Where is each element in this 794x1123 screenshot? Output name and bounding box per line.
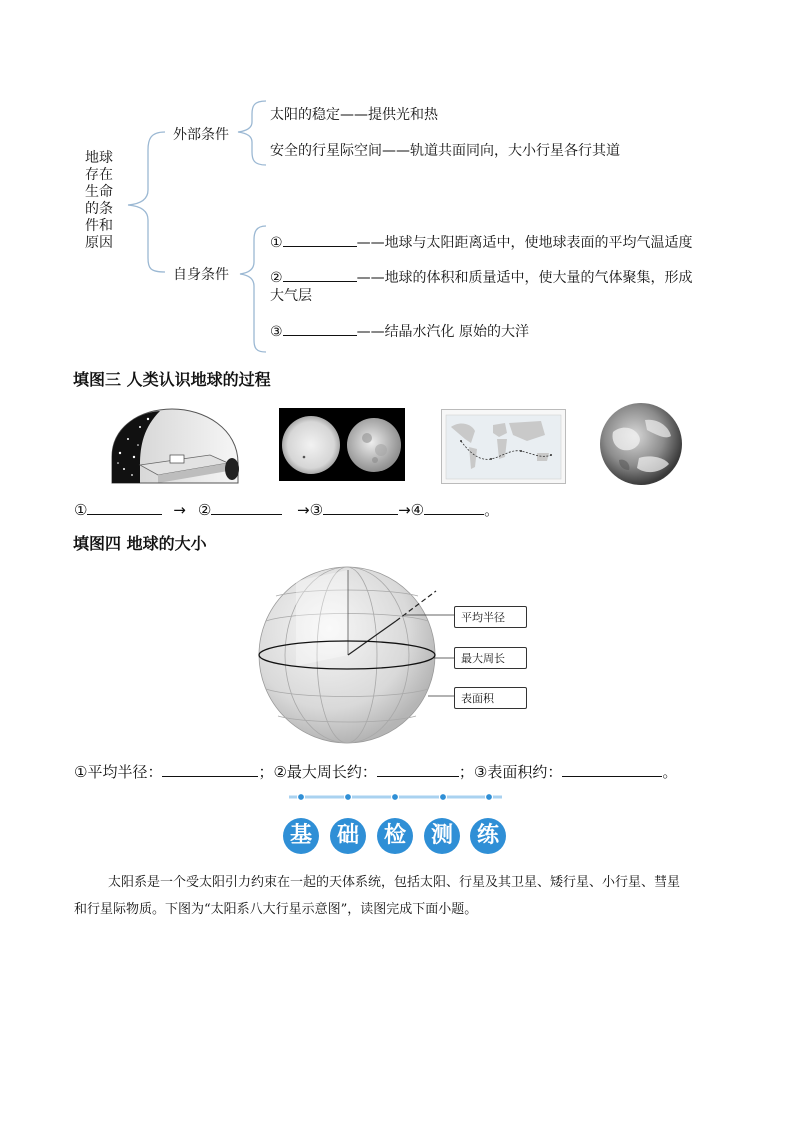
root-line: 原因 bbox=[85, 235, 113, 251]
section3-fill-line bbox=[74, 500, 499, 519]
section4-fill-line bbox=[74, 762, 677, 781]
banner-char: 练 bbox=[470, 818, 506, 854]
external-conditions-label: 外部条件 bbox=[173, 127, 229, 143]
answer-blank[interactable] bbox=[283, 321, 357, 336]
self-item-3 bbox=[270, 321, 529, 341]
callout-surface-area: 表面积 bbox=[454, 687, 527, 709]
answer-blank[interactable] bbox=[211, 500, 282, 515]
self-item-1 bbox=[270, 232, 693, 252]
paragraph-line: 和行星际物质。下图为“太阳系八大行星示意图”，读图完成下面小题。 bbox=[74, 902, 478, 917]
callout-average-radius: 平均半径 bbox=[454, 606, 527, 628]
mindmap-brackets bbox=[0, 0, 794, 360]
paragraph-line: 太阳系是一个受太阳引力约束在一起的天体系统，包括太阳、行星及其卫星、矮行星、小行星、彗星 bbox=[108, 875, 681, 890]
answer-blank[interactable] bbox=[87, 500, 162, 515]
section4-title: 填图四 地球的大小 bbox=[73, 534, 207, 553]
answer-blank[interactable] bbox=[283, 232, 357, 247]
banner-char: 检 bbox=[377, 818, 413, 854]
item-text: ——地球的体积和质量适中，使大量的气体聚集，形成 bbox=[356, 270, 693, 286]
answer-blank[interactable] bbox=[162, 762, 258, 777]
banner-dotted-line bbox=[289, 790, 504, 804]
arrow: → bbox=[173, 501, 186, 519]
banner-char: 测 bbox=[424, 818, 460, 854]
root-line: 存在 bbox=[85, 167, 113, 183]
earth-sphere-diagram bbox=[256, 566, 456, 746]
blank-number: ② bbox=[197, 501, 212, 519]
self-item-2 bbox=[270, 267, 693, 287]
answer-blank[interactable] bbox=[283, 267, 357, 282]
root-line: 生命 bbox=[85, 184, 113, 200]
root-line: 地球 bbox=[85, 150, 113, 166]
answer-blank[interactable] bbox=[323, 500, 398, 515]
fill-label: ；②最大周长约： bbox=[258, 763, 377, 781]
blank-number: ① bbox=[74, 501, 88, 519]
self-item-2-continued: 大气层 bbox=[270, 288, 312, 304]
item-text: ——结晶水汽化 原始的大洋 bbox=[356, 324, 530, 340]
section3-title: 填图三 人类认识地球的过程 bbox=[73, 370, 271, 389]
root-line: 的条 bbox=[85, 201, 113, 217]
sun-moon-photo bbox=[279, 408, 405, 481]
end-mark: 。 bbox=[662, 763, 678, 781]
arrow: →③ bbox=[297, 501, 324, 519]
external-item: 安全的行星际空间——轨道共面同向，大小行星各行其道 bbox=[270, 143, 620, 159]
callout-max-circumference: 最大周长 bbox=[454, 647, 527, 669]
fill-label: ；③表面积约： bbox=[458, 763, 563, 781]
mindmap bbox=[0, 0, 794, 360]
external-item: 太阳的稳定——提供光和热 bbox=[270, 107, 438, 123]
intro-paragraph bbox=[74, 869, 754, 923]
dome-sky-icon bbox=[110, 405, 246, 487]
item-text: ——地球与太阳距离适中，使地球表面的平均气温适度 bbox=[356, 235, 693, 251]
self-conditions-label: 自身条件 bbox=[173, 267, 229, 283]
world-route-map bbox=[441, 409, 566, 484]
answer-blank[interactable] bbox=[424, 500, 484, 515]
fill-label: ①平均半径： bbox=[74, 763, 163, 781]
item-number: ② bbox=[270, 270, 283, 286]
item-number: ① bbox=[270, 235, 283, 251]
item-number: ③ bbox=[270, 324, 283, 340]
arrow: →④ bbox=[398, 501, 425, 519]
answer-blank[interactable] bbox=[377, 762, 459, 777]
end-mark: 。 bbox=[484, 501, 500, 519]
banner-char: 础 bbox=[330, 818, 366, 854]
answer-blank[interactable] bbox=[562, 762, 662, 777]
root-line: 件和 bbox=[85, 218, 113, 234]
banner-char: 基 bbox=[283, 818, 319, 854]
earth-photo bbox=[599, 402, 683, 486]
root-label bbox=[85, 150, 115, 252]
